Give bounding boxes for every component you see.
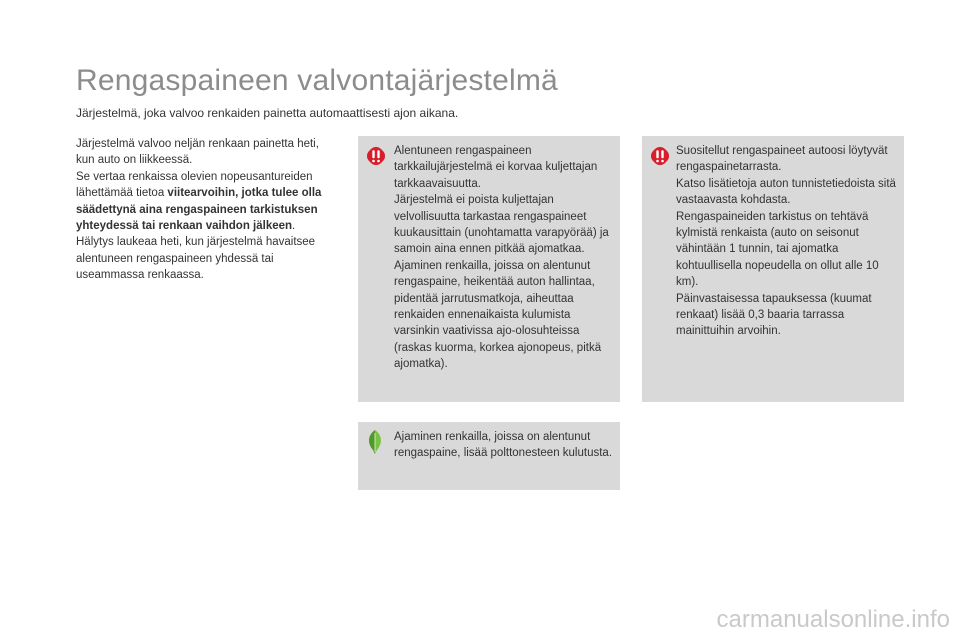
warning-box-2-text [676, 143, 900, 340]
intro-text-bold: viitearvoihin, jotka tulee olla säädettynä aina rengaspaineen tarkistuksen yhteydessä tai renkaan vaihdon jälkeen [76, 187, 322, 233]
warning-1-paragraph-3: Ajaminen renkailla, joissa on alentunut rengaspaine, heikentää auton hallintaa, pidentää jarrutusmatkoja, aiheuttaa renkaiden ennenaikaista kulumista varsinkin vaativissa ajo-olosuhteissa (raskas kuorma, korkea ajonopeus, pitkä ajomatka). [394, 259, 602, 371]
watermark: carmanualsonline.info [716, 606, 950, 633]
intro-paragraph-3: Hälytys laukeaa heti, kun järjestelmä havaitsee alentuneen rengaspaineen yhdessä tai useammassa renkaassa. [76, 236, 316, 282]
warning-2-paragraph-3: Rengaspaineiden tarkistus on tehtävä kylmistä renkaista (auto on seisonut vähintään 1 tunnin, tai ajomatka kohtuullisella nopeudella on ollut alle 10 km). [676, 210, 879, 289]
intro-paragraph-2 [76, 169, 338, 235]
eco-paragraph-1: Ajaminen renkailla, joissa on alentunut rengaspaine, lisää polttonesteen kulutusta. [394, 431, 613, 460]
intro-text-prefix: Se vertaa renkaissa olevien nopeusantureiden lähettämää tietoa [76, 170, 313, 200]
intro-text-suffix: . [292, 220, 296, 233]
eco-leaf-icon [366, 429, 384, 455]
warning-1-paragraph-1: Alentuneen rengaspaineen tarkkailujärjestelmä ei korvaa kuljettajan tarkkaavaisuutta. [394, 145, 598, 190]
warning-1-paragraph-2: Järjestelmä ei poista kuljettajan velvollisuutta tarkastaa rengaspaineet kuukausittain (unohtamatta varapyörää) ja samoin aina ennen pitkää ajomatkaa. [394, 194, 609, 256]
intro-paragraph-1: Järjestelmä valvoo neljän renkaan painetta heti, kun auto on liikkeessä. [76, 138, 319, 167]
warning-2-paragraph-4: Päinvastaisessa tapauksessa (kuumat renkaat) lisää 0,3 baaria tarrassa mainittuihin arvoihin. [676, 292, 872, 338]
warning-box-recommended-pressures [642, 136, 904, 402]
warning-2-paragraph-1: Suositellut rengaspaineet autoosi löytyvät rengaspainetarrasta. [676, 145, 888, 174]
page-subtitle: Järjestelmä, joka valvoo renkaiden painetta automaattisesti ajon aikana. [76, 106, 459, 120]
eco-tip-box [358, 422, 620, 490]
warning-icon [650, 146, 670, 166]
page-title: Rengaspaineen valvontajärjestelmä [76, 64, 558, 97]
warning-icon [366, 146, 386, 166]
intro-column [76, 136, 338, 284]
warning-2-paragraph-2: Katso lisätietoja auton tunnistetiedoista sitä vastaavasta kohdasta. [676, 177, 896, 207]
warning-box-driver-responsibility [358, 136, 620, 402]
eco-box-text [394, 429, 616, 462]
warning-box-1-text [394, 143, 616, 373]
